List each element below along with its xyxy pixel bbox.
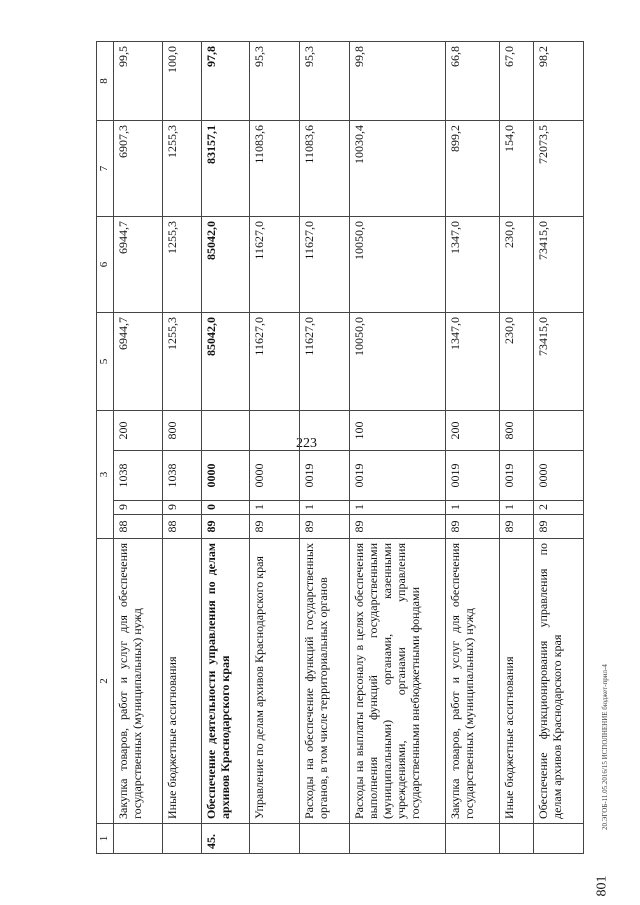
row-name: Иные бюджетные ассигнования [500, 539, 534, 824]
section-number [350, 824, 446, 854]
code-1: 89 [202, 515, 250, 539]
row-name: Обеспечение функционирования управления по делам архивов Краснодарского края [534, 539, 584, 824]
value-col5: 1347,0 [446, 313, 500, 411]
value-col6: 11627,0 [300, 217, 350, 313]
code-2: 1 [350, 501, 446, 515]
col-header-6: 6 [97, 217, 114, 313]
section-number [300, 824, 350, 854]
section-number: 45. [202, 824, 250, 854]
value-col7: 154,0 [500, 121, 534, 217]
code-4: 200 [446, 411, 500, 451]
side-page-number: 801 [594, 875, 610, 897]
value-col8: 98,2 [534, 42, 584, 121]
col-header-1: 1 [97, 824, 114, 854]
table-row [446, 42, 500, 854]
value-col5: 230,0 [500, 313, 534, 411]
value-col5: 85042,0 [202, 313, 250, 411]
value-col7: 83157,1 [202, 121, 250, 217]
section-number [534, 824, 584, 854]
section-number [446, 824, 500, 854]
value-col8: 99,5 [114, 42, 163, 121]
value-col8: 95,3 [300, 42, 350, 121]
value-col6: 230,0 [500, 217, 534, 313]
row-name: Иные бюджетные ассигнования [163, 539, 202, 824]
value-col6: 6944,7 [114, 217, 163, 313]
table-row [500, 42, 534, 854]
value-col5: 73415,0 [534, 313, 584, 411]
code-2: 1 [446, 501, 500, 515]
code-1: 89 [500, 515, 534, 539]
value-col6: 10050,0 [350, 217, 446, 313]
col-header-7: 7 [97, 121, 114, 217]
table-body [114, 42, 584, 854]
table-row [534, 42, 584, 854]
value-col8: 100,0 [163, 42, 202, 121]
value-col7: 11083,6 [250, 121, 300, 217]
code-1: 89 [250, 515, 300, 539]
code-3: 1038 [114, 451, 163, 501]
code-3: 0000 [534, 451, 584, 501]
value-col8: 66,8 [446, 42, 500, 121]
rotated-table-container [96, 42, 580, 854]
code-4: 100 [350, 411, 446, 451]
footer-code: 20.ЭГОБ-11.05.2016/15 ИСПОЛНЕНИЕ бюджет-прил-4 [601, 664, 609, 830]
code-4: 200 [114, 411, 163, 451]
code-1: 89 [350, 515, 446, 539]
value-col7: 1255,3 [163, 121, 202, 217]
value-col8: 67,0 [500, 42, 534, 121]
value-col6: 1255,3 [163, 217, 202, 313]
section-number [500, 824, 534, 854]
value-col7: 10030,4 [350, 121, 446, 217]
row-name: Управление по делам архивов Краснодарского края [250, 539, 300, 824]
code-4 [300, 411, 350, 451]
code-3: 0019 [500, 451, 534, 501]
code-1: 89 [300, 515, 350, 539]
code-4: 800 [163, 411, 202, 451]
col-header-8: 8 [97, 42, 114, 121]
code-1: 88 [114, 515, 163, 539]
budget-table [96, 41, 584, 854]
col-header-2: 2 [97, 539, 114, 824]
code-4 [534, 411, 584, 451]
section-number [114, 824, 163, 854]
header-row [97, 42, 114, 854]
code-1: 89 [446, 515, 500, 539]
value-col6: 1347,0 [446, 217, 500, 313]
value-col5: 1255,3 [163, 313, 202, 411]
code-3: 0000 [250, 451, 300, 501]
code-2: 9 [114, 501, 163, 515]
code-3: 1038 [163, 451, 202, 501]
table-row [114, 42, 163, 854]
table-row [350, 42, 446, 854]
section-number [250, 824, 300, 854]
code-3: 0019 [300, 451, 350, 501]
value-col5: 10050,0 [350, 313, 446, 411]
code-3: 0019 [350, 451, 446, 501]
code-4: 800 [500, 411, 534, 451]
table-row-section [202, 42, 250, 854]
value-col7: 72073,5 [534, 121, 584, 217]
table-row [300, 42, 350, 854]
value-col8: 95,3 [250, 42, 300, 121]
table-row [250, 42, 300, 854]
col-header-3: 3 [97, 411, 114, 539]
row-name: Расходы на обеспечение функций государственных органов, в том числе территориальных органов [300, 539, 350, 824]
table-row [163, 42, 202, 854]
code-2: 1 [250, 501, 300, 515]
row-name: Закупка товаров, работ и услуг для обеспечения государственных (муниципальных) нужд [446, 539, 500, 824]
value-col7: 6907,3 [114, 121, 163, 217]
code-2: 1 [500, 501, 534, 515]
value-col6: 85042,0 [202, 217, 250, 313]
code-4 [250, 411, 300, 451]
section-number [163, 824, 202, 854]
value-col6: 11627,0 [250, 217, 300, 313]
value-col5: 6944,7 [114, 313, 163, 411]
code-3: 0000 [202, 451, 250, 501]
col-header-5: 5 [97, 313, 114, 411]
page-number: 223 [296, 436, 317, 451]
code-2: 9 [163, 501, 202, 515]
value-col5: 11627,0 [250, 313, 300, 411]
row-name: Обеспечение деятельности управления по делам архивов Краснодарского края [202, 539, 250, 824]
code-4 [202, 411, 250, 451]
value-col8: 97,8 [202, 42, 250, 121]
row-name: Расходы на выплаты персоналу в целях обеспечения выполнения функций государственными (муниципальными) органами, казенными учреждениями, органами управления государственными внебюджетными фондами [350, 539, 446, 824]
code-2: 1 [300, 501, 350, 515]
code-3: 0019 [446, 451, 500, 501]
code-1: 89 [534, 515, 584, 539]
row-name: Закупка товаров, работ и услуг для обеспечения государственных (муниципальных) нужд [114, 539, 163, 824]
value-col5: 11627,0 [300, 313, 350, 411]
value-col6: 73415,0 [534, 217, 584, 313]
value-col7: 11083,6 [300, 121, 350, 217]
code-2: 2 [534, 501, 584, 515]
value-col7: 899,2 [446, 121, 500, 217]
value-col8: 99,8 [350, 42, 446, 121]
code-1: 88 [163, 515, 202, 539]
code-2: 0 [202, 501, 250, 515]
